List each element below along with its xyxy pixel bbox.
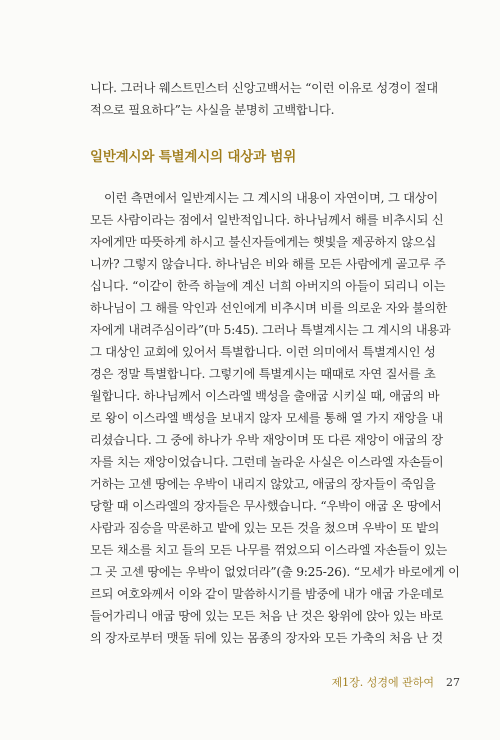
body-line: 자에게만 따뜻하게 하시고 불신자들에게는 햇빛을 제공하지 않으십 [90,235,437,249]
body-line: 니까? 그렇지 않습니다. 하나님은 비와 해를 모든 사람에게 골고루 주 [90,257,446,271]
intro-line: 적으로 필요하다”는 사실을 분명히 고백합니다. [90,103,335,117]
body-line: 경은 정말 특별합니다. 그렇기에 특별계시는 때때로 자연 질서를 초 [90,367,436,381]
body-line: 거하는 고센 땅에는 우박이 내리지 않았고, 애굽의 장자들이 죽임을 [90,477,436,491]
body-line: 모든 채소를 치고 들의 모든 나무를 꺾었으되 이스라엘 자손들이 있는 [90,543,448,557]
body-line: 르되 여호와께서 이와 같이 말씀하시기를 밤중에 내가 애굽 가운데로 [90,587,444,601]
body-line: 리셨습니다. 그 중에 하나가 우박 재앙이며 또 다른 재앙이 애굽의 장 [90,433,443,447]
body-line: 자를 치는 재앙이었습니다. 그런데 놀라운 사실은 이스라엘 자손들이 [90,455,444,469]
body-line: 이런 측면에서 일반계시는 그 계시의 내용이 자연이며, 그 대상이 [104,191,438,205]
body-line: 그 곳 고센 땅에는 우박이 없었더라”(출 9:25-26). “모세가 바로에게 이 [90,565,460,579]
body-line: 십니다. “이같이 한즉 하늘에 계신 너희 아버지의 아들이 되리니 이는 [90,279,446,293]
body-line: 모든 사람이라는 점에서 일반적입니다. 하나님께서 해를 비추시되 신 [90,213,444,227]
chapter-title: 제1장. 성경에 관하여 [331,676,434,689]
page-number: 27 [446,676,460,689]
body-line: 자에게 내려주심이라”(마 5:45). 그러나 특별계시는 그 계시의 내용과 [90,323,451,337]
page-footer [300,676,460,690]
body-line: 월합니다. 하나님께서 이스라엘 백성을 출애굽 시키실 때, 애굽의 바 [90,389,440,403]
body-line: 들어가리니 애굽 땅에 있는 모든 처음 난 것은 왕위에 앉아 있는 바로 [90,609,443,623]
body-line: 로 왕이 이스라엘 백성을 보내지 않자 모세를 통해 열 가지 재앙을 내 [90,411,443,425]
intro-line: 니다. 그러나 웨스트민스터 신앙고백서는 “이런 이유로 성경이 절대 [90,81,438,95]
body-line: 사람과 짐승을 막론하고 밭에 있는 모든 것을 쳤으며 우박이 또 밭의 [90,521,440,535]
body-line: 당할 때 이스라엘의 장자들은 무사했습니다. “우박이 애굽 온 땅에서 [90,499,442,513]
section-heading: 일반계시와 특별계시의 대상과 범위 [90,149,297,165]
body-line: 하나님이 그 해를 악인과 선인에게 비추시며 비를 의로운 자와 불의한 [90,301,448,315]
body-line: 그 대상인 교회에 있어서 특별합니다. 이런 의미에서 특별계시인 성 [90,345,436,359]
body-line: 의 장자로부터 맷돌 뒤에 있는 몸종의 장자와 모든 가축의 처음 난 것 [90,631,443,645]
